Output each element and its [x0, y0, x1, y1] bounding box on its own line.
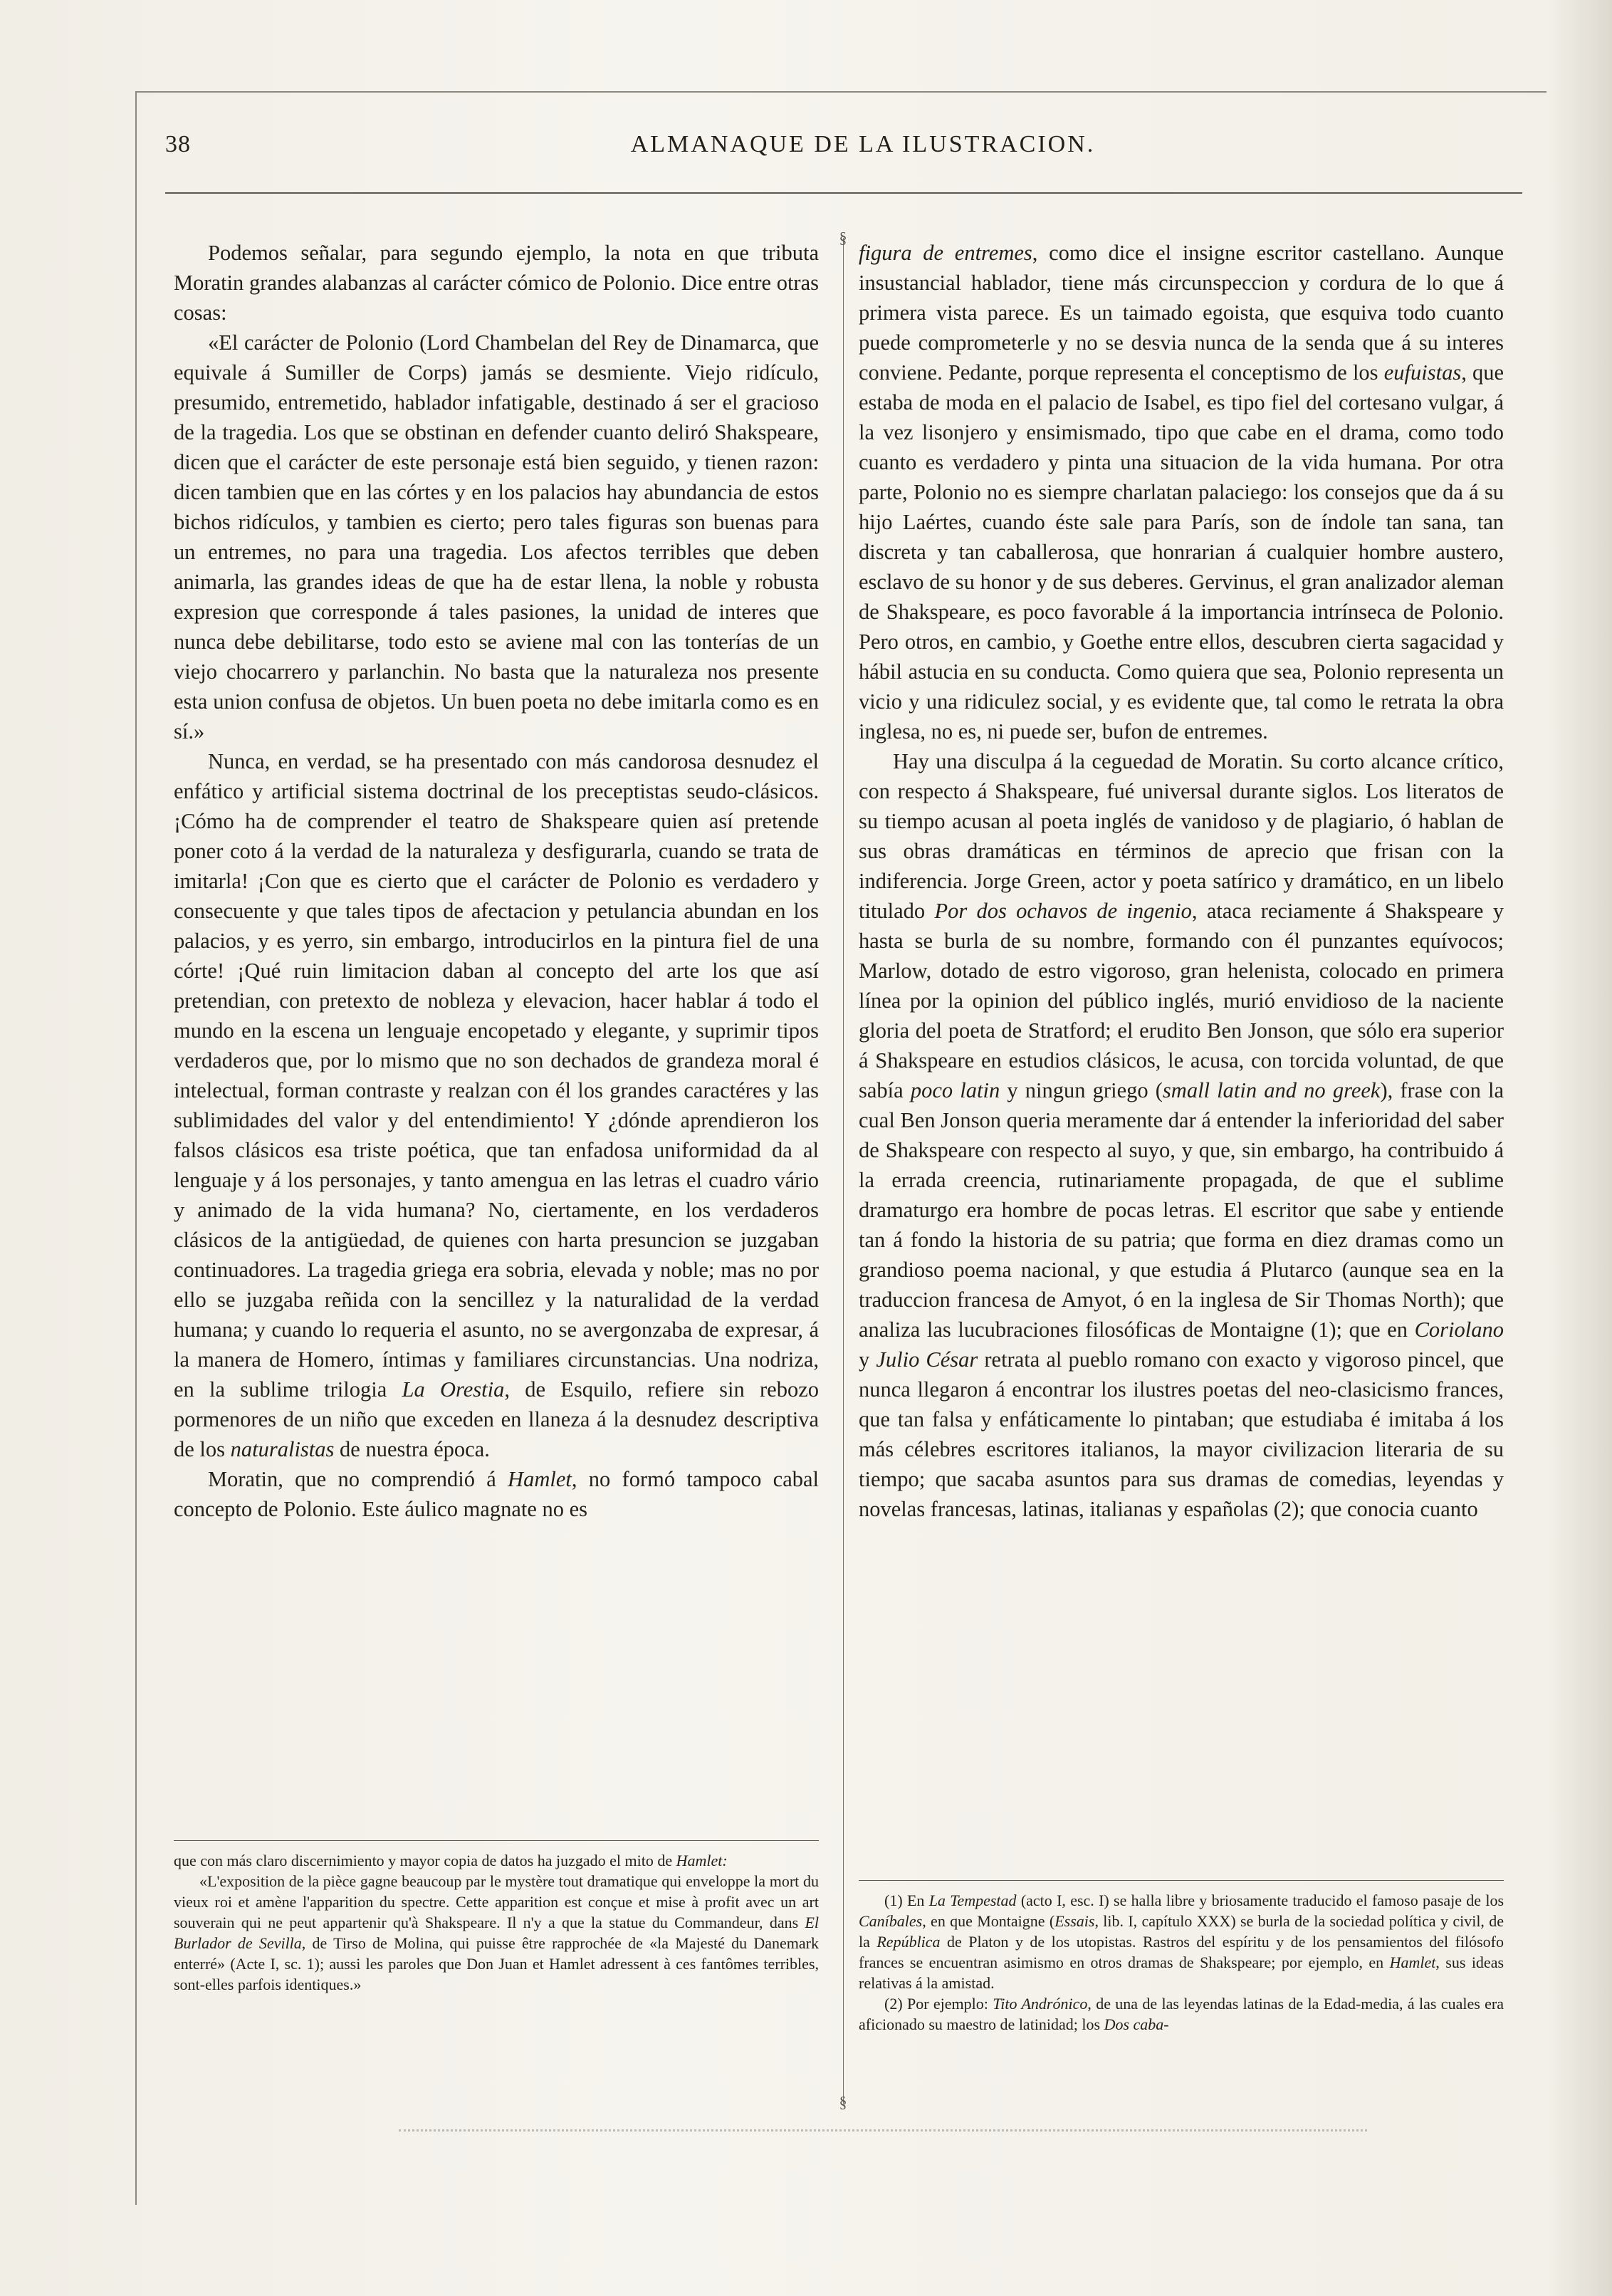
italic-title: Hamlet	[508, 1467, 572, 1491]
quote-paragraph: «El carácter de Polonio (Lord Chambelan del Rey de Dinamarca, que equivale á Sumiller de Corps) jamás se desmiente. Viejo ridículo, presumido, entremetido, hablador infatigable, destinado á ser el gracioso de la tragedia. Los que se obstinan en defender cuanto deliró Shakspeare, dicen que el carácter de este personaje está bien seguido, y tienen razon: dicen tambien que en las córtes y en los palacios hay abundancia de estos bichos ridículos, y tambien es cierto; pero tales figuras son buenas para un entremes, no para una tragedia. Los afectos terribles que deben animarla, las grandes ideas de que ha de estar llena, la noble y robusta expresion que corresponde á tales pasiones, la unidad de interes que nunca debe debilitarse, todo esto se aviene mal con las tonterías de un viejo chocarrero y parlanchin. No basta que la naturaleza nos presente esta union confusa de objetos. Un buen poeta no debe imitarla como es en sí.»	[174, 330, 819, 743]
left-column	[174, 238, 819, 1524]
print-bleed-noise	[399, 2129, 1367, 2137]
footnote-rule-left	[174, 1840, 819, 1841]
divider-ornament-top: §	[839, 229, 847, 246]
italic-title: Coriolano	[1414, 1317, 1504, 1342]
right-column	[859, 238, 1504, 1524]
footnote-line: que con más claro discernimiento y mayor copia de datos ha juzgado el mito de Hamlet:	[174, 1852, 728, 1869]
italic-title: Julio César	[876, 1347, 978, 1372]
header-rule	[165, 192, 1522, 194]
left-footnote	[174, 1850, 819, 1995]
italic-term: figura de entremes	[859, 241, 1032, 265]
paragraph: Hay una disculpa á la ceguedad de Moratin. Su corto alcance crítico, con respecto á Shakspeare, fué universal durante siglos. Los literatos de su tiempo acusan al poeta inglés de vanidoso y de plagiario, ó hablan de sus obras dramáticas en términos de aprecio que frisan con la indiferencia. Jorge Green, actor y poeta satírico y dramático, en un libelo titulado Por dos ochavos de ingenio, ataca reciamente á Shakspeare y hasta se burla de su nombre, formando con él punzantes equívocos; Marlow, dotado de estro vigoroso, gran helenista, colocado en primera línea por la opinion del público inglés, murió envidioso de la naciente gloria del poeta de Stratford; el erudito Ben Jonson, que sólo era superior á Shakspeare en estudios clásicos, le acusa, con torcida voluntad, de que sabía poco latin y ningun griego (small latin and no greek), frase con la cual Ben Jonson queria meramente dar á entender la inferioridad del saber de Shakspeare con respecto al suyo, y que, sin embargo, ha contribuido á la errada creencia, rutinariamente propagada, de que el sublime dramaturgo era hombre de pocas letras. El escritor que sabe y entiende tan á fondo la historia de su patria; que forma en diez dramas como un grandioso poema nacional, y que estudia á Plutarco (aunque sea en la traduccion francesa de Amyot, ó en la inglesa de Sir Thomas North); que analiza las lucubraciones filosóficas de Montaigne (1); que en Coriolano y Julio César retrata al pueblo romano con exacto y vigoroso pincel, que nunca llegaron á encontrar los ilustres poetas del neo-clasicismo frances, que tan falsa y enfáticamente lo pintaban; que estudiaba é imitaba á los más célebres escritores italianos, la mayor civilizacion literaria de su tiempo; que sacaba asuntos para sus dramas de comedias, leyendas y novelas francesas, latinas, italianas y españolas (2); que conocia cuanto	[859, 749, 1504, 1521]
italic-title: Por dos ochavos de ingenio	[934, 899, 1192, 923]
page-header	[165, 127, 1518, 177]
italic-term: eufuistas	[1383, 360, 1462, 385]
footnote-2: (2) Por ejemplo: Tito Andrónico, de una de las leyendas latinas de la Edad-media, á las cuales era aficionado su maestro de latinidad; los Dos caba-	[859, 1995, 1504, 2033]
footnote-rule-right	[859, 1880, 1504, 1881]
paragraph: Moratin, que no comprendió á Hamlet, no formó tampoco cabal concepto de Polonio. Este áulico magnate no es	[174, 1467, 819, 1521]
paragraph: Podemos señalar, para segundo ejemplo, la nota en que tributa Moratin grandes alabanzas al carácter cómico de Polonio. Dice entre otras cosas:	[174, 241, 819, 325]
divider-ornament-bottom: §	[839, 2093, 847, 2111]
page-edge-shadow	[1548, 0, 1612, 2296]
italic-title: La Orestia	[402, 1377, 505, 1402]
paragraph: figura de entremes, como dice el insigne escritor castellano. Aunque insustancial hablador, tiene más circunspeccion y cordura de lo que á primera vista parece. Es un taimado egoista, que esquiva todo cuanto puede comprometerle y no se desvia nunca de la senda que á su interes conviene. Pedante, porque representa el conceptismo de los eufuistas, que estaba de moda en el palacio de Isabel, es tipo fiel del cortesano vulgar, á la vez lisonjero y ensimismado, tipo que cabe en el drama, como todo cuanto es verdadero y pinta una situacion de la vida humana. Por otra parte, Polonio no es siempre charlatan palaciego: los consejos que da á su hijo Laértes, cuando éste sale para París, son de índole tan sana, tan discreta y tan caballerosa, que honrarian á cualquier hombre austero, esclavo de su honor y de sus deberes. Gervinus, el gran analizador aleman de Shakspeare, es poco favorable á la importancia intrínseca de Polonio. Pero otros, en cambio, y Goethe entre ellos, descubren cierta sagacidad y hábil astucia en su conducta. Como quiera que sea, Polonio representa un vicio y una ridiculez social, y es evidente que, tal como le retrata la obra inglesa, no es, ni puede ser, bufon de entremes.	[859, 241, 1504, 743]
italic-term: naturalistas	[230, 1437, 335, 1461]
footnote-quote: «L'exposition de la pièce gagne beaucoup par le mystère tout dramatique qui enveloppe la mort du vieux roi et amène l'apparition du spectre. Cette apparition est conçue et mise à profit avec un art souverain qui ne peut appartenir qu'à Shakspeare. Il n'y a que la statue du Commandeur, dans El Burlador de Sevilla, de Tirso de Molina, qui puisse être rapprochée de «la Majesté du Danemark enterré» (Acte I, sc. 1); aussi les paroles que Don Juan et Hamlet adressent à ces fantômes terribles, sont-elles parfois identiques.»	[174, 1872, 819, 1993]
paragraph: Nunca, en verdad, se ha presentado con más candorosa desnudez el enfático y artificial sistema doctrinal de los preceptistas seudo-clásicos. ¡Cómo ha de comprender el teatro de Shakspeare quien así pretende poner coto á la verdad de la naturaleza y desfigurarla, cuando se trata de imitarla! ¡Con que es cierto que el carácter de Polonio es verdadero y consecuente y que tales tipos de afectacion y petulancia abundan en los palacios, y es yerro, sin embargo, introducirlos en la pintura fiel de una córte! ¡Qué ruin limitacion daban al concepto del arte los que así pretendian, con pretexto de nobleza y elevacion, hacer hablar á todo el mundo en la escena un lenguaje encopetado y elegante, y suprimir tipos verdaderos que, por lo mismo que no son dechados de grandeza moral é intelectual, forman contraste y realzan con él los grandes caractéres y las sublimidades del valor y del entendimiento! Y ¿dónde aprendieron los falsos clásicos esa triste poética, que tan enfadosa uniformidad da al lenguaje y á los personajes, y tanto amengua en las letras el cuadro vário y animado de la vida humana? No, ciertamente, en los verdaderos clásicos de la antigüedad, de quienes con harta presuncion se juzgaban continuadores. La tragedia griega era sobria, elevada y noble; mas no por ello se juzgaba reñida con la sencillez y la naturalidad de la verdad humana; y cuando lo requeria el asunto, no se avergonzaba de expresar, á la manera de Homero, íntimas y familiares circunstancias. Una nodriza, en la sublime trilogia La Orestia, de Esquilo, refiere sin rebozo pormenores de un niño que exceden en llaneza á la desnudez descriptiva de los naturalistas de nuestra época.	[174, 749, 820, 1461]
running-title: ALMANAQUE DE LA ILUSTRACION.	[630, 131, 1096, 157]
column-divider	[843, 238, 844, 2104]
page-number: 38	[165, 131, 191, 157]
right-footnotes	[859, 1890, 1504, 2035]
footnote-1: (1) En La Tempestad (acto I, esc. I) se halla libre y briosamente traducido el famoso pasaje de los Caníbales, en que Montaigne (Essais, lib. I, capítulo XXX) se burla de la sociedad política y civil, de la República de Platon y de los utopistas. Rastros del espíritu y de los pensamientos del filósofo frances se encuentran asimismo en otros dramas de Shakspeare; por ejemplo, en Hamlet, sus ideas relativas á la amistad.	[859, 1891, 1504, 1992]
